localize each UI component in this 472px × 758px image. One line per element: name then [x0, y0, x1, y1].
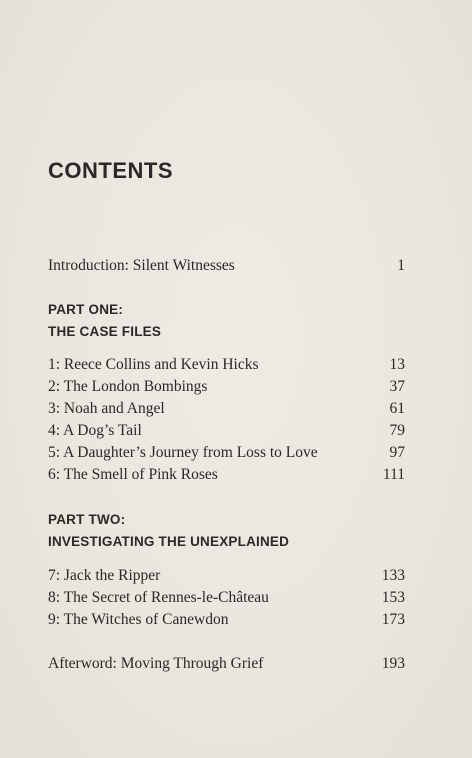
toc-entry-title: Afterword: Moving Through Grief	[48, 655, 264, 672]
toc-entry-page: 153	[381, 589, 405, 606]
toc-entry-title: 6: The Smell of Pink Roses	[48, 466, 218, 483]
part-one-label: PART ONE:	[48, 302, 124, 317]
part-two-title: INVESTIGATING THE UNEXPLAINED	[48, 534, 290, 549]
toc-entry-page: 111	[382, 466, 405, 483]
toc-entry-title: Introduction: Silent Witnesses	[48, 257, 235, 274]
toc-entry-page: 79	[389, 422, 405, 439]
toc-entry	[48, 442, 405, 464]
toc-entry	[48, 398, 405, 420]
toc-entry	[48, 587, 405, 609]
toc-entry-title: 5: A Daughter’s Journey from Loss to Love	[48, 444, 318, 461]
toc-entry	[48, 565, 405, 587]
toc-entry	[48, 376, 405, 398]
toc-entry-title: 4: A Dog’s Tail	[48, 422, 142, 439]
page-title: CONTENTS	[48, 158, 173, 183]
toc-entry-page: 37	[389, 378, 405, 395]
toc-entry	[48, 420, 405, 442]
toc-entry-page: 1	[397, 257, 405, 274]
toc-entry-page: 173	[381, 611, 405, 628]
toc-entry-title: 8: The Secret of Rennes-le-Château	[48, 589, 269, 606]
toc-entry-title: 9: The Witches of Canewdon	[48, 611, 229, 628]
part-two-label: PART TWO:	[48, 512, 126, 527]
toc-entry-title: 3: Noah and Angel	[48, 400, 165, 417]
toc-entry-afterword	[48, 653, 405, 675]
toc-entry-title: 2: The London Bombings	[48, 378, 208, 395]
toc-entry	[48, 354, 405, 376]
toc-entry	[48, 609, 405, 631]
toc-entry-page: 133	[381, 567, 405, 584]
toc-entry-page: 97	[389, 444, 405, 461]
toc-entry	[48, 464, 405, 486]
toc-entry-page: 13	[389, 356, 405, 373]
toc-entry-title: 1: Reece Collins and Kevin Hicks	[48, 356, 259, 373]
part-one-title: THE CASE FILES	[48, 324, 162, 339]
toc-entry-page: 193	[381, 655, 405, 672]
toc-entry-page: 61	[389, 400, 405, 417]
toc-entry-title: 7: Jack the Ripper	[48, 567, 161, 584]
toc-entry-introduction	[48, 255, 405, 277]
